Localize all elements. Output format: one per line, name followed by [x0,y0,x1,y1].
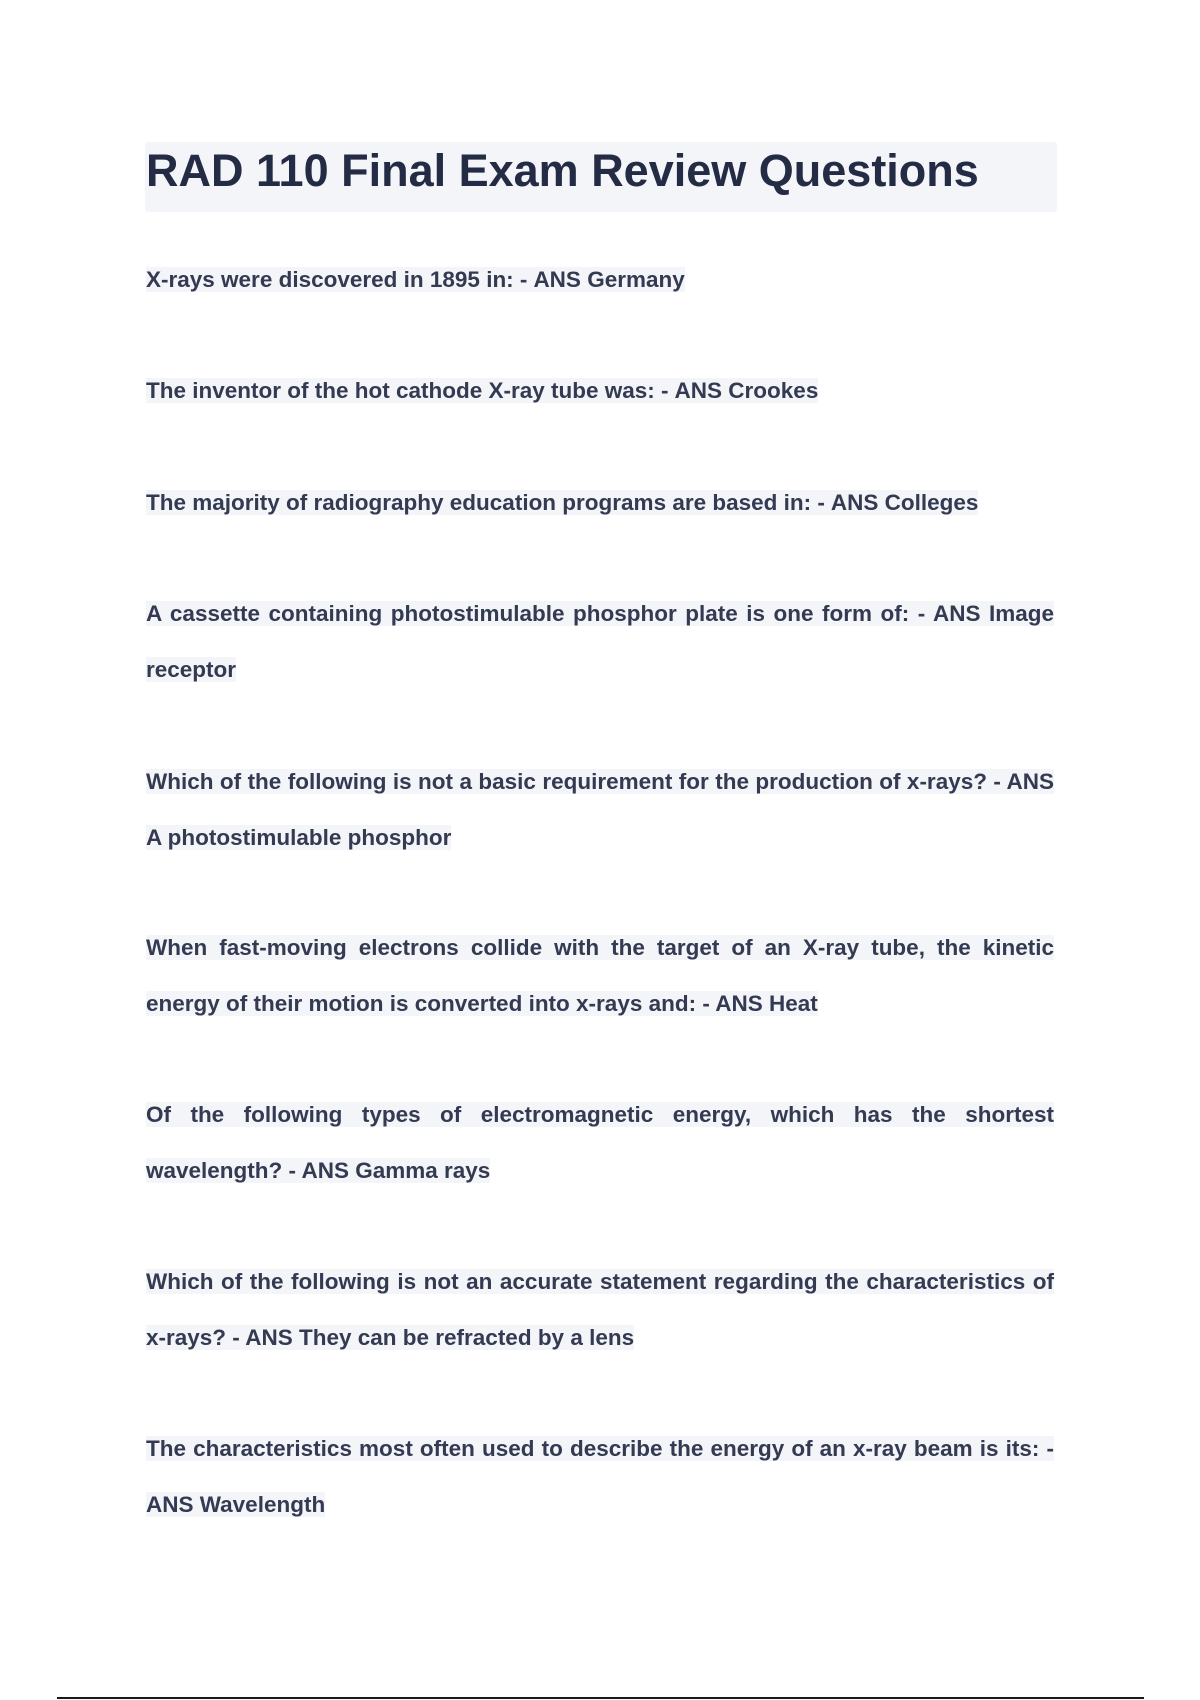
question-text: A cassette containing photostimulable phosphor plate is one form of: - [146,601,926,626]
qa-item-6 [146,920,1054,1032]
answer-text: ANS They can be refracted by a lens [245,1325,635,1350]
question-text: The characteristics most often used to describe the energy of an x-ray beam is its: - [146,1436,1054,1461]
question-text: When fast-moving electrons collide with the target of an X-ray tube, the kinetic energy of their motion is converted into x-rays and: - [146,935,1054,1016]
qa-item-2 [146,363,1054,419]
question-text: Of the following types of electromagnetic energy, which has the shortest wavelength? - [146,1102,1054,1183]
answer-text: ANS Gamma rays [301,1158,491,1183]
answer-text: ANS Colleges [830,490,979,515]
answer-text: ANS Crookes [674,378,819,403]
qa-item-1 [146,252,1054,308]
qa-item-3 [146,475,1054,531]
qa-item-5 [146,754,1054,866]
question-text: Which of the following is not an accurate statement regarding the characteristics of x-rays? - [146,1269,1054,1350]
question-text: Which of the following is not a basic requirement for the production of x-rays? - [146,769,1001,794]
qa-item-4 [146,586,1054,698]
answer-text: ANS Wavelength [146,1492,326,1517]
question-text: The inventor of the hot cathode X-ray tube was: - [146,378,669,403]
qa-item-9 [146,1421,1054,1533]
qa-item-8 [146,1254,1054,1366]
answer-text: ANS Heat [715,991,818,1016]
footer-rule [57,1697,1144,1699]
answer-text: ANS Image receptor [146,601,1054,682]
answer-text: ANS A photostimulable phosphor [146,769,1054,850]
question-text: X-rays were discovered in 1895 in: - [146,267,528,292]
answer-text: ANS Germany [533,267,685,292]
page-title: RAD 110 Final Exam Review Questions [146,145,979,196]
question-text: The majority of radiography education programs are based in: - [146,490,825,515]
qa-item-7 [146,1087,1054,1199]
